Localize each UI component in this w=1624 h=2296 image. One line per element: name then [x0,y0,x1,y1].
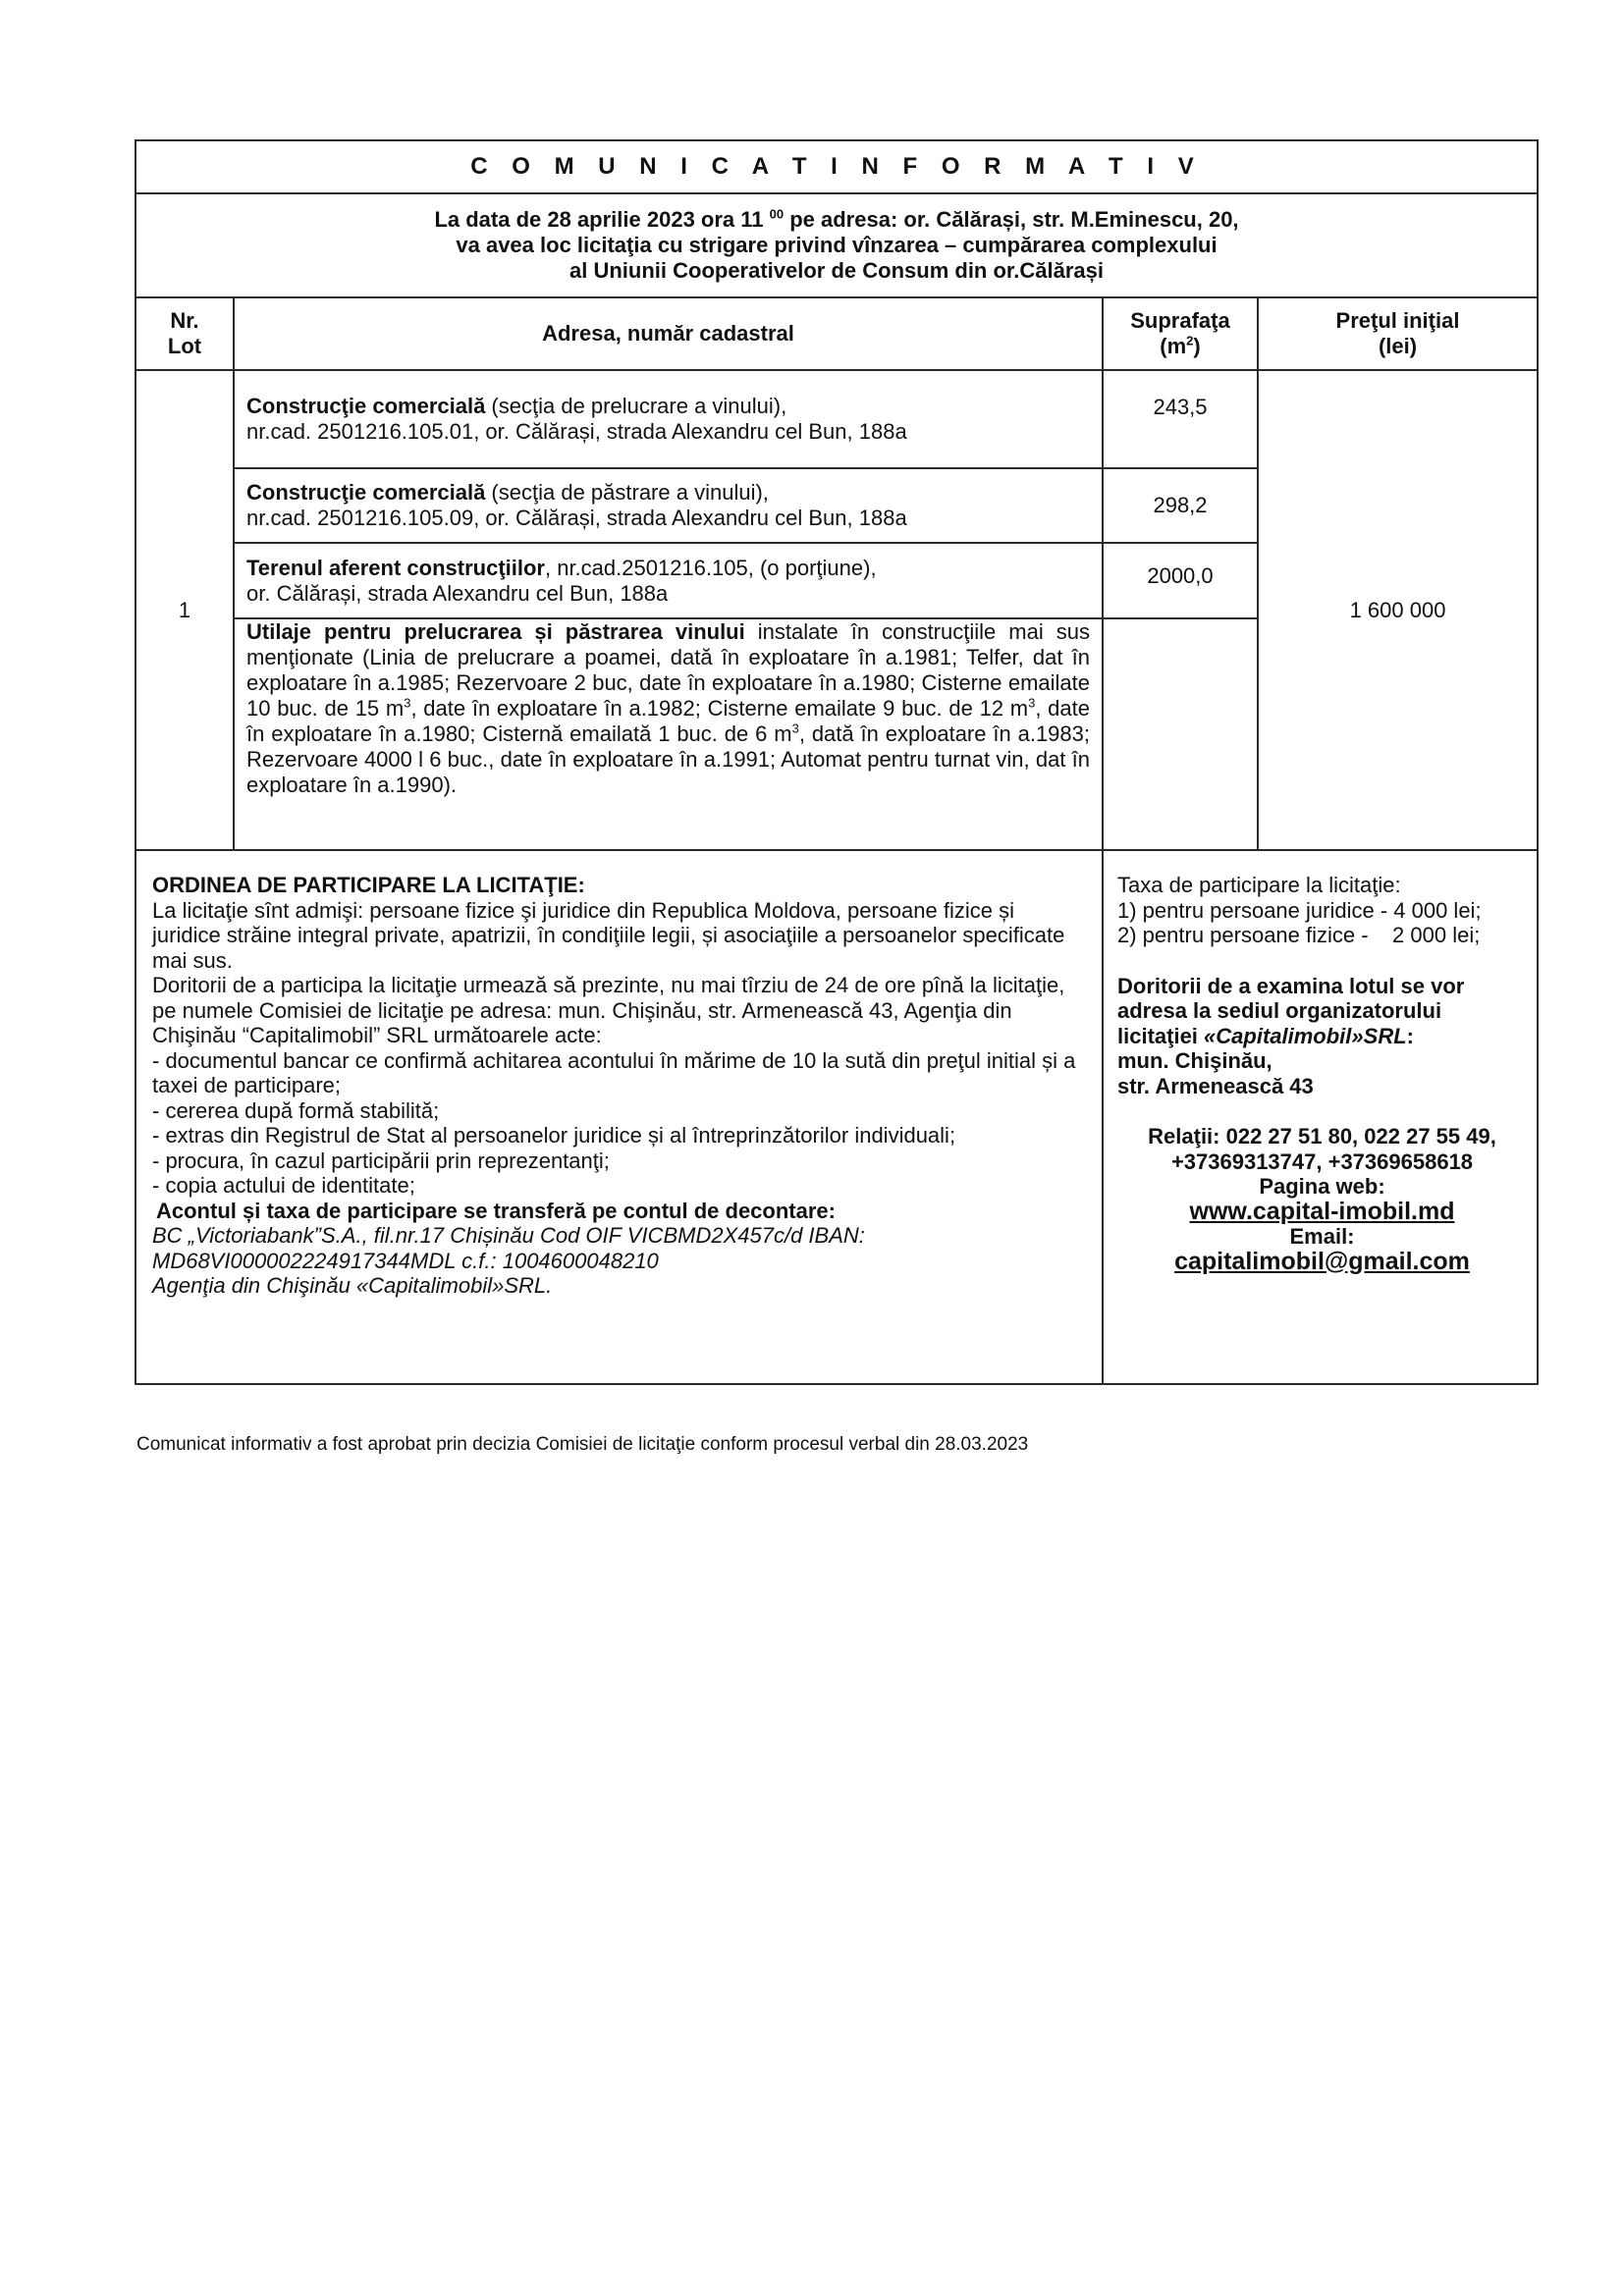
lot-item-description: Terenul aferent construcţiilor, nr.cad.2501216.105, (o porţiune), or. Călărași, strada Alexandru cel Bun, 188a [234,543,1103,618]
approval-footer: Comunicat informativ a fost aprobat prin decizia Comisiei de licitaţie conform procesul verbal din 28.03.2023 [136,1434,1029,1455]
lot-number: 1 [135,370,234,850]
contact-phones-mobile: +37369313747, +37369658618 [1170,1148,1474,1174]
lot-item-description: Construcţie comercială (secţia de păstrare a vinului), nr.cad. 2501216.105.09, or. Călărași, strada Alexandru cel Bun, 188a [234,468,1103,543]
participation-instructions: Doritorii de a participa la licitaţie urmează să prezinte, nu mai tîrziu de 24 de ore pînă la licitaţie, pe numele Comisiei de licitaţie pe adresa: mun. Chişinău, str. Armenească 43, Agenţia din Chişinău “Capitalimobil” SRL următoarele acte: [152,973,1065,1047]
email-label: Email: [1289,1224,1355,1249]
header-address: Adresa, număr cadastral [234,297,1103,370]
announcement-table [135,139,1539,1385]
participation-eligibility: La licitaţie sînt admişi: persoane fizice şi juridice din Republica Moldova, persoane fizice și juridice străine integral private, apatrizii, în condiţiile legii, și asociaţiile a persoanelor specificate mai sus. [152,897,1065,973]
fees-and-contacts [1103,850,1538,1384]
lot-item-area: 298,2 [1103,468,1258,543]
intro-line-3: al Uniunii Cooperativelor de Consum din or.Călărași [569,258,1104,283]
participation-rules [135,850,1103,1384]
website-link[interactable]: www.capital-imobil.md [1189,1197,1455,1225]
fees-heading: Taxa de participare la licitaţie: [1117,873,1401,897]
transfer-heading: Acontul și taxa de participare se transferă pe contul de decontare: [156,1198,836,1223]
lot-item-area: 243,5 [1103,370,1258,468]
fee-individuals: 2) pentru persoane fizice - 2 000 lei; [1117,923,1481,947]
web-label: Pagina web: [1259,1174,1385,1199]
participation-row [135,850,1538,1384]
required-document: - cererea după formă stabilită; [152,1097,440,1123]
header-price: Preţul iniţial (lei) [1258,297,1538,370]
required-document: - procura, în cazul participării prin reprezentanţi; [152,1148,610,1173]
required-document: - documentul bancar ce confirmă achitarea acontului în mărime de 10 la sută din preţul initial și a taxei de participare; [152,1047,1076,1097]
auction-intro [135,193,1538,297]
intro-line-2: va avea loc licitaţia cu strigare privind vînzarea – cumpărarea complexului [456,233,1218,257]
equipment-area-empty [1103,618,1258,850]
required-document: - copia actului de identitate; [152,1173,415,1198]
intro-line-1: La data de 28 aprilie 2023 ora 11 $^{00}$ pe adresa: or. Călărași, str. M.Eminescu, 20, [434,206,1239,232]
header-area: Suprafaţa $(m^2)$ [1103,297,1258,370]
lot-item-description: Construcţie comercială (secţia de prelucrare a vinului), nr.cad. 2501216.105.01, or. Călărași, strada Alexandru cel Bun, 188a [234,370,1103,468]
contact-city: mun. Chişinău, [1117,1048,1272,1073]
equipment-description: Utilaje pentru prelucrarea și păstrarea vinului instalate în construcţiile mai sus menţionate (Linia de prelucrare a poamei, dată în exploatare în a.1981; Telfer, dat în exploatare în a.1985; Rezervoare 2 buc, date în exploatare în a.1980; Cisterne emailate 10 buc. de 15 $m^3$, date în exploatare în a.1982; Cisterne emailate 9 buc. de 12 $m^3$, date în exploatare în a.1980; Cisternă emailată 1 buc. de 6 $m^3$, dată în exploatare în a.1983; Rezervoare 4000 l 6 buc., date în exploatare în a.1991; Automat pentru turnat vin, dat în exploatare în a.1990). [234,618,1103,850]
examine-lot-info: Doritorii de a examina lotul se vor adresa la sediul organizatorului licitaţiei «Capitalimobil»SRL: [1117,973,1465,1048]
contact-phones: Relaţii: 022 27 51 80, 022 27 55 49, [1148,1124,1496,1148]
table-header-row [135,297,1538,370]
fee-legal-entities: 1) pentru persoane juridice - 4 000 lei; [1117,897,1482,923]
bank-details-line: MD68VI000002224917344MDL c.f.: 1004600048210 [152,1248,659,1273]
participation-heading: ORDINEA DE PARTICIPARE LA LICITAŢIE: [152,873,585,897]
table-row [135,370,1538,468]
contact-street: str. Armenească 43 [1117,1073,1314,1098]
lot-price: 1 600 000 [1258,370,1538,850]
header-lot: Nr. Lot [135,297,234,370]
bank-details-line: Agenţia din Chişinău «Capitalimobil»SRL. [152,1273,553,1298]
email-link[interactable]: capitalimobil@gmail.com [1174,1247,1470,1275]
lot-item-area: 2000,0 [1103,543,1258,618]
document-title: C O M U N I C A T I N F O R M A T I V [135,140,1538,193]
bank-details-line: BC „Victoriabank”S.A., fil.nr.17 Chișinău Cod OIF VICBMD2X457c/d IBAN: [152,1223,865,1248]
required-document: - extras din Registrul de Stat al persoanelor juridice și al întreprinzătorilor individuali; [152,1123,956,1148]
